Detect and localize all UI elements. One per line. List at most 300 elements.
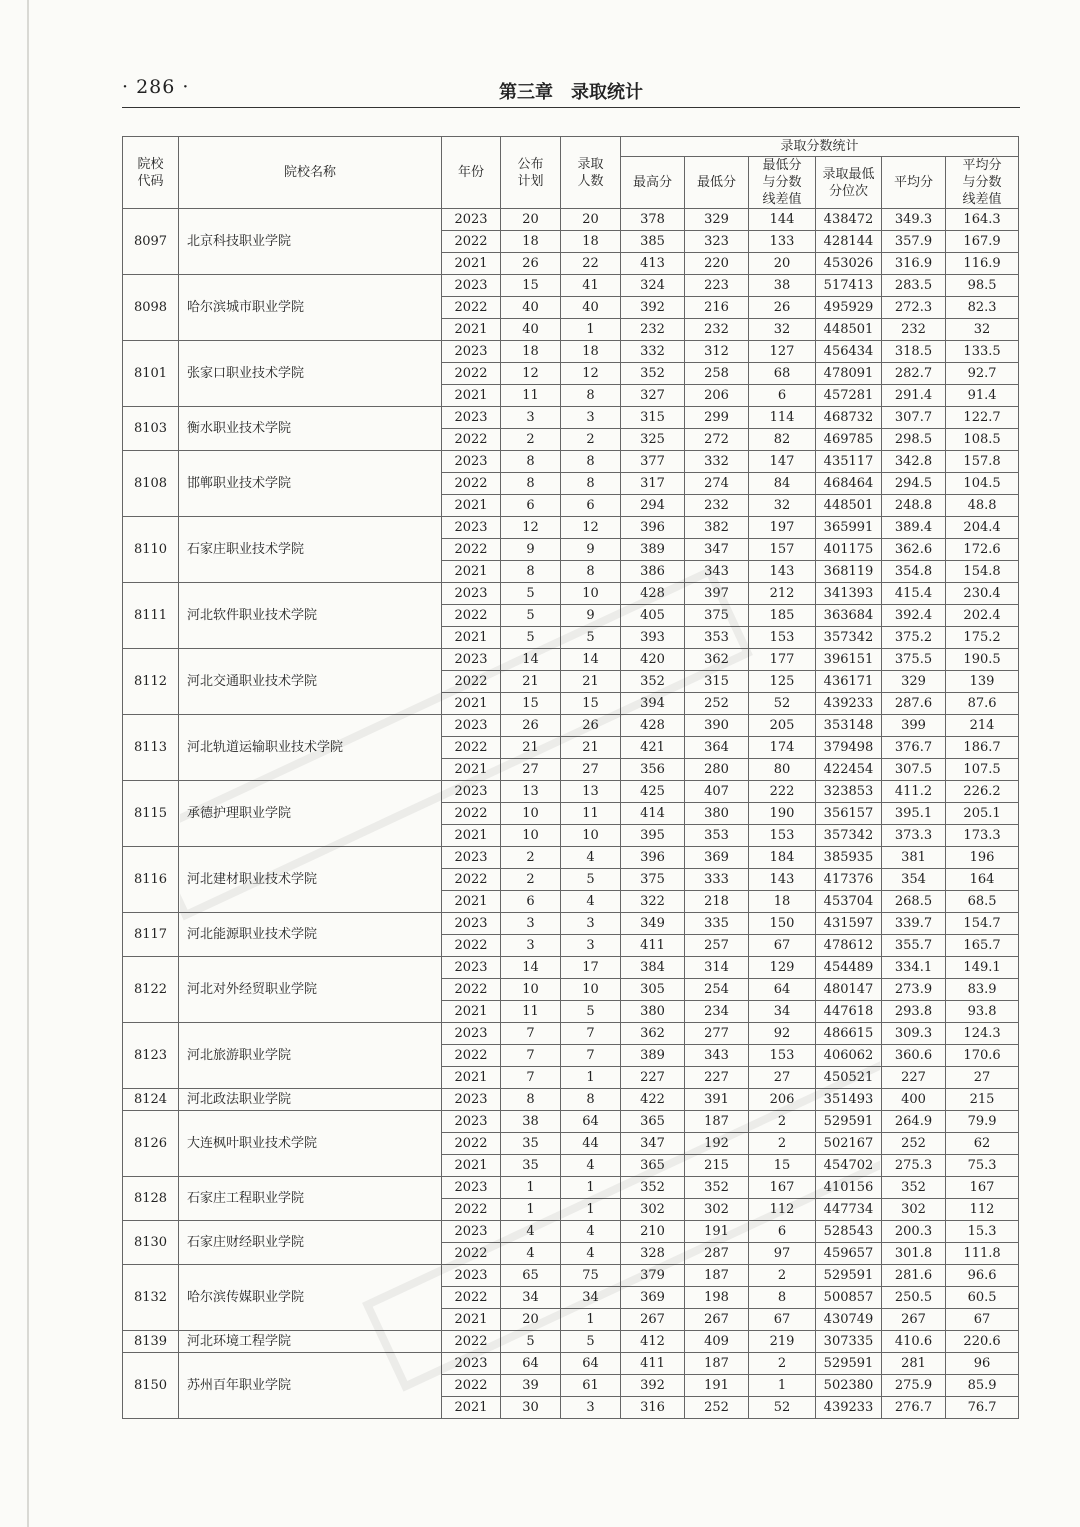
school-code: 8130 (123, 1221, 179, 1265)
cell-year: 2021 (442, 253, 501, 275)
cell-max-score: 369 (621, 1287, 685, 1309)
cell-avg-score: 309.3 (882, 1023, 946, 1045)
cell-max-score: 322 (621, 891, 685, 913)
cell-max-score: 385 (621, 231, 685, 253)
cell-admitted: 11 (561, 803, 621, 825)
cell-plan: 5 (501, 583, 561, 605)
table-row (123, 1023, 1019, 1045)
cell-max-score: 393 (621, 627, 685, 649)
cell-admitted: 4 (561, 1221, 621, 1243)
table-row (123, 275, 1019, 297)
table-row (123, 583, 1019, 605)
cell-min-score: 218 (685, 891, 749, 913)
cell-admitted: 22 (561, 253, 621, 275)
school-name: 河北旅游职业学院 (179, 1023, 442, 1089)
cell-max-score: 375 (621, 869, 685, 891)
cell-avg-score: 339.7 (882, 913, 946, 935)
cell-avg-score: 352 (882, 1177, 946, 1199)
cell-avg-score: 275.3 (882, 1155, 946, 1177)
cell-avg-diff: 76.7 (946, 1397, 1019, 1419)
cell-admitted: 5 (561, 1331, 621, 1353)
cell-year: 2023 (442, 1023, 501, 1045)
cell-avg-score: 307.5 (882, 759, 946, 781)
header-avg-diff: 平均分与分数线差值 (946, 157, 1019, 209)
table-row (123, 1177, 1019, 1199)
cell-min-score: 390 (685, 715, 749, 737)
cell-avg-diff: 107.5 (946, 759, 1019, 781)
cell-max-score: 267 (621, 1309, 685, 1331)
cell-min-score: 409 (685, 1331, 749, 1353)
cell-year: 2022 (442, 605, 501, 627)
cell-min-diff: 153 (749, 627, 816, 649)
cell-min-diff: 92 (749, 1023, 816, 1045)
cell-min-rank: 439233 (816, 693, 882, 715)
cell-max-score: 317 (621, 473, 685, 495)
cell-admitted: 26 (561, 715, 621, 737)
cell-admitted: 3 (561, 913, 621, 935)
school-name: 张家口职业技术学院 (179, 341, 442, 407)
cell-min-rank: 468464 (816, 473, 882, 495)
cell-max-score: 352 (621, 671, 685, 693)
cell-avg-diff: 204.4 (946, 517, 1019, 539)
cell-max-score: 316 (621, 1397, 685, 1419)
cell-avg-score: 355.7 (882, 935, 946, 957)
cell-avg-diff: 196 (946, 847, 1019, 869)
cell-plan: 7 (501, 1023, 561, 1045)
cell-min-diff: 1 (749, 1375, 816, 1397)
cell-avg-score: 375.5 (882, 649, 946, 671)
cell-avg-diff: 167 (946, 1177, 1019, 1199)
cell-year: 2021 (442, 1001, 501, 1023)
school-name: 河北轨道运输职业技术学院 (179, 715, 442, 781)
school-code: 8123 (123, 1023, 179, 1089)
cell-avg-diff: 32 (946, 319, 1019, 341)
cell-year: 2021 (442, 891, 501, 913)
cell-admitted: 27 (561, 759, 621, 781)
cell-avg-score: 268.5 (882, 891, 946, 913)
cell-min-diff: 68 (749, 363, 816, 385)
cell-avg-diff: 190.5 (946, 649, 1019, 671)
cell-min-diff: 205 (749, 715, 816, 737)
table-row (123, 1111, 1019, 1133)
page-header (122, 74, 1020, 108)
cell-avg-diff: 91.4 (946, 385, 1019, 407)
cell-year: 2023 (442, 847, 501, 869)
cell-min-diff: 143 (749, 561, 816, 583)
cell-year: 2022 (442, 1243, 501, 1265)
cell-plan: 34 (501, 1287, 561, 1309)
cell-plan: 12 (501, 517, 561, 539)
cell-max-score: 425 (621, 781, 685, 803)
cell-min-score: 280 (685, 759, 749, 781)
cell-min-diff: 153 (749, 1045, 816, 1067)
cell-min-score: 362 (685, 649, 749, 671)
cell-admitted: 4 (561, 1155, 621, 1177)
cell-avg-diff: 98.5 (946, 275, 1019, 297)
cell-max-score: 227 (621, 1067, 685, 1089)
cell-min-score: 287 (685, 1243, 749, 1265)
cell-min-score: 191 (685, 1221, 749, 1243)
cell-min-rank: 456434 (816, 341, 882, 363)
cell-avg-diff: 167.9 (946, 231, 1019, 253)
cell-avg-score: 316.9 (882, 253, 946, 275)
cell-min-score: 407 (685, 781, 749, 803)
cell-max-score: 332 (621, 341, 685, 363)
cell-admitted: 64 (561, 1111, 621, 1133)
cell-avg-diff: 215 (946, 1089, 1019, 1111)
cell-min-rank: 439233 (816, 1397, 882, 1419)
cell-min-score: 220 (685, 253, 749, 275)
cell-min-diff: 84 (749, 473, 816, 495)
cell-avg-diff: 214 (946, 715, 1019, 737)
cell-avg-score: 349.3 (882, 209, 946, 231)
cell-min-diff: 167 (749, 1177, 816, 1199)
cell-min-diff: 52 (749, 1397, 816, 1419)
cell-min-diff: 82 (749, 429, 816, 451)
cell-avg-diff: 164 (946, 869, 1019, 891)
cell-min-diff: 177 (749, 649, 816, 671)
cell-year: 2023 (442, 407, 501, 429)
cell-year: 2022 (442, 297, 501, 319)
cell-year: 2022 (442, 231, 501, 253)
school-code: 8101 (123, 341, 179, 407)
cell-avg-score: 410.6 (882, 1331, 946, 1353)
cell-admitted: 34 (561, 1287, 621, 1309)
header-year: 年份 (442, 137, 501, 209)
cell-admitted: 9 (561, 539, 621, 561)
cell-avg-diff: 175.2 (946, 627, 1019, 649)
cell-avg-diff: 116.9 (946, 253, 1019, 275)
cell-plan: 26 (501, 253, 561, 275)
cell-avg-score: 294.5 (882, 473, 946, 495)
cell-max-score: 362 (621, 1023, 685, 1045)
cell-min-rank: 438472 (816, 209, 882, 231)
school-name: 石家庄工程职业学院 (179, 1177, 442, 1221)
cell-min-score: 274 (685, 473, 749, 495)
cell-avg-score: 276.7 (882, 1397, 946, 1419)
header-min-diff: 最低分与分数线差值 (749, 157, 816, 209)
cell-plan: 35 (501, 1155, 561, 1177)
cell-admitted: 12 (561, 363, 621, 385)
cell-plan: 38 (501, 1111, 561, 1133)
cell-max-score: 392 (621, 297, 685, 319)
school-name: 哈尔滨传媒职业学院 (179, 1265, 442, 1331)
cell-plan: 65 (501, 1265, 561, 1287)
cell-plan: 1 (501, 1177, 561, 1199)
cell-min-rank: 529591 (816, 1265, 882, 1287)
cell-plan: 35 (501, 1133, 561, 1155)
cell-plan: 64 (501, 1353, 561, 1375)
cell-min-score: 187 (685, 1265, 749, 1287)
school-name: 北京科技职业学院 (179, 209, 442, 275)
cell-avg-score: 381 (882, 847, 946, 869)
cell-year: 2021 (442, 825, 501, 847)
cell-admitted: 8 (561, 473, 621, 495)
cell-avg-diff: 104.5 (946, 473, 1019, 495)
cell-min-diff: 2 (749, 1111, 816, 1133)
cell-admitted: 15 (561, 693, 621, 715)
cell-min-diff: 97 (749, 1243, 816, 1265)
cell-min-rank: 357342 (816, 825, 882, 847)
school-code: 8115 (123, 781, 179, 847)
cell-min-rank: 357342 (816, 627, 882, 649)
cell-min-score: 343 (685, 1045, 749, 1067)
cell-max-score: 365 (621, 1111, 685, 1133)
school-code: 8116 (123, 847, 179, 913)
cell-min-rank: 417376 (816, 869, 882, 891)
cell-avg-score: 252 (882, 1133, 946, 1155)
cell-avg-diff: 15.3 (946, 1221, 1019, 1243)
cell-plan: 6 (501, 495, 561, 517)
header-min-score: 最低分 (685, 157, 749, 209)
cell-admitted: 10 (561, 583, 621, 605)
cell-admitted: 1 (561, 1199, 621, 1221)
cell-plan: 21 (501, 737, 561, 759)
cell-avg-score: 357.9 (882, 231, 946, 253)
cell-admitted: 1 (561, 1309, 621, 1331)
cell-min-diff: 185 (749, 605, 816, 627)
cell-avg-diff: 67 (946, 1309, 1019, 1331)
cell-avg-diff: 202.4 (946, 605, 1019, 627)
cell-min-diff: 64 (749, 979, 816, 1001)
cell-max-score: 411 (621, 935, 685, 957)
cell-min-rank: 450521 (816, 1067, 882, 1089)
cell-plan: 11 (501, 1001, 561, 1023)
cell-min-score: 312 (685, 341, 749, 363)
school-name: 河北软件职业技术学院 (179, 583, 442, 649)
cell-min-diff: 112 (749, 1199, 816, 1221)
cell-min-diff: 219 (749, 1331, 816, 1353)
cell-min-diff: 143 (749, 869, 816, 891)
cell-avg-score: 362.6 (882, 539, 946, 561)
cell-plan: 9 (501, 539, 561, 561)
cell-admitted: 6 (561, 495, 621, 517)
cell-avg-diff: 122.7 (946, 407, 1019, 429)
cell-min-diff: 2 (749, 1353, 816, 1375)
cell-year: 2021 (442, 627, 501, 649)
cell-min-diff: 27 (749, 1067, 816, 1089)
cell-min-diff: 15 (749, 1155, 816, 1177)
cell-min-rank: 517413 (816, 275, 882, 297)
cell-year: 2022 (442, 671, 501, 693)
header-rule (122, 107, 1020, 108)
cell-avg-score: 282.7 (882, 363, 946, 385)
cell-max-score: 352 (621, 1177, 685, 1199)
school-code: 8117 (123, 913, 179, 957)
cell-plan: 14 (501, 957, 561, 979)
cell-min-rank: 323853 (816, 781, 882, 803)
school-code: 8122 (123, 957, 179, 1023)
cell-year: 2023 (442, 1111, 501, 1133)
cell-admitted: 18 (561, 341, 621, 363)
cell-admitted: 5 (561, 869, 621, 891)
cell-max-score: 315 (621, 407, 685, 429)
header-min-rank: 录取最低分位次 (816, 157, 882, 209)
cell-avg-score: 307.7 (882, 407, 946, 429)
cell-min-score: 187 (685, 1353, 749, 1375)
cell-min-score: 382 (685, 517, 749, 539)
cell-min-rank: 401175 (816, 539, 882, 561)
cell-min-diff: 153 (749, 825, 816, 847)
cell-year: 2022 (442, 935, 501, 957)
cell-min-rank: 528543 (816, 1221, 882, 1243)
cell-plan: 39 (501, 1375, 561, 1397)
cell-min-rank: 486615 (816, 1023, 882, 1045)
cell-min-diff: 174 (749, 737, 816, 759)
cell-min-rank: 454702 (816, 1155, 882, 1177)
cell-avg-diff: 83.9 (946, 979, 1019, 1001)
cell-min-diff: 184 (749, 847, 816, 869)
cell-min-rank: 436171 (816, 671, 882, 693)
cell-year: 2022 (442, 1287, 501, 1309)
cell-avg-score: 342.8 (882, 451, 946, 473)
cell-avg-diff: 75.3 (946, 1155, 1019, 1177)
cell-admitted: 61 (561, 1375, 621, 1397)
cell-min-rank: 447734 (816, 1199, 882, 1221)
cell-admitted: 1 (561, 319, 621, 341)
cell-max-score: 347 (621, 1133, 685, 1155)
cell-max-score: 305 (621, 979, 685, 1001)
cell-avg-score: 273.9 (882, 979, 946, 1001)
school-name: 衡水职业技术学院 (179, 407, 442, 451)
cell-min-score: 198 (685, 1287, 749, 1309)
cell-min-diff: 2 (749, 1133, 816, 1155)
cell-year: 2021 (442, 759, 501, 781)
cell-max-score: 378 (621, 209, 685, 231)
cell-min-score: 333 (685, 869, 749, 891)
cell-plan: 20 (501, 209, 561, 231)
cell-avg-diff: 62 (946, 1133, 1019, 1155)
cell-max-score: 421 (621, 737, 685, 759)
cell-min-rank: 422454 (816, 759, 882, 781)
cell-min-score: 397 (685, 583, 749, 605)
cell-min-score: 232 (685, 495, 749, 517)
cell-min-diff: 129 (749, 957, 816, 979)
cell-min-score: 364 (685, 737, 749, 759)
cell-max-score: 394 (621, 693, 685, 715)
cell-plan: 18 (501, 231, 561, 253)
cell-min-rank: 454489 (816, 957, 882, 979)
cell-plan: 8 (501, 473, 561, 495)
cell-plan: 18 (501, 341, 561, 363)
cell-avg-score: 291.4 (882, 385, 946, 407)
cell-min-rank: 495929 (816, 297, 882, 319)
cell-year: 2023 (442, 1089, 501, 1111)
cell-avg-diff: 173.3 (946, 825, 1019, 847)
cell-min-diff: 26 (749, 297, 816, 319)
cell-avg-score: 329 (882, 671, 946, 693)
cell-year: 2022 (442, 539, 501, 561)
cell-min-rank: 435117 (816, 451, 882, 473)
school-code: 8108 (123, 451, 179, 517)
cell-max-score: 384 (621, 957, 685, 979)
cell-avg-diff: 149.1 (946, 957, 1019, 979)
cell-plan: 40 (501, 297, 561, 319)
cell-avg-score: 411.2 (882, 781, 946, 803)
cell-avg-diff: 92.7 (946, 363, 1019, 385)
cell-avg-diff: 139 (946, 671, 1019, 693)
cell-min-rank: 453026 (816, 253, 882, 275)
cell-admitted: 3 (561, 935, 621, 957)
cell-avg-score: 275.9 (882, 1375, 946, 1397)
cell-min-diff: 144 (749, 209, 816, 231)
cell-avg-score: 281 (882, 1353, 946, 1375)
cell-max-score: 413 (621, 253, 685, 275)
cell-min-diff: 2 (749, 1265, 816, 1287)
cell-admitted: 10 (561, 825, 621, 847)
header-max-score: 最高分 (621, 157, 685, 209)
cell-min-score: 391 (685, 1089, 749, 1111)
cell-year: 2021 (442, 1155, 501, 1177)
cell-min-rank: 353148 (816, 715, 882, 737)
cell-min-rank: 529591 (816, 1111, 882, 1133)
cell-avg-score: 392.4 (882, 605, 946, 627)
cell-admitted: 13 (561, 781, 621, 803)
cell-min-score: 323 (685, 231, 749, 253)
cell-plan: 6 (501, 891, 561, 913)
table-row (123, 649, 1019, 671)
cell-min-diff: 67 (749, 1309, 816, 1331)
cell-avg-diff: 112 (946, 1199, 1019, 1221)
cell-min-score: 302 (685, 1199, 749, 1221)
cell-avg-score: 281.6 (882, 1265, 946, 1287)
cell-plan: 3 (501, 407, 561, 429)
cell-avg-score: 375.2 (882, 627, 946, 649)
cell-min-rank: 430749 (816, 1309, 882, 1331)
cell-min-rank: 368119 (816, 561, 882, 583)
cell-min-diff: 18 (749, 891, 816, 913)
school-code: 8132 (123, 1265, 179, 1331)
school-name: 河北政法职业学院 (179, 1089, 442, 1111)
cell-year: 2021 (442, 495, 501, 517)
cell-min-rank: 469785 (816, 429, 882, 451)
cell-min-score: 332 (685, 451, 749, 473)
cell-min-rank: 529591 (816, 1353, 882, 1375)
school-name: 大连枫叶职业技术学院 (179, 1111, 442, 1177)
cell-min-score: 216 (685, 297, 749, 319)
cell-avg-score: 354 (882, 869, 946, 891)
cell-avg-diff: 96 (946, 1353, 1019, 1375)
cell-year: 2023 (442, 715, 501, 737)
cell-year: 2022 (442, 1199, 501, 1221)
cell-min-diff: 80 (749, 759, 816, 781)
school-name: 河北环境工程学院 (179, 1331, 442, 1353)
cell-min-score: 352 (685, 1177, 749, 1199)
cell-min-rank: 468732 (816, 407, 882, 429)
cell-avg-diff: 170.6 (946, 1045, 1019, 1067)
cell-max-score: 405 (621, 605, 685, 627)
cell-min-score: 215 (685, 1155, 749, 1177)
cell-admitted: 5 (561, 1001, 621, 1023)
cell-avg-score: 301.8 (882, 1243, 946, 1265)
school-code: 8126 (123, 1111, 179, 1177)
cell-max-score: 389 (621, 1045, 685, 1067)
cell-max-score: 396 (621, 847, 685, 869)
cell-year: 2022 (442, 1331, 501, 1353)
cell-min-rank: 478612 (816, 935, 882, 957)
cell-max-score: 420 (621, 649, 685, 671)
cell-plan: 10 (501, 803, 561, 825)
cell-admitted: 40 (561, 297, 621, 319)
cell-year: 2022 (442, 473, 501, 495)
cell-min-score: 223 (685, 275, 749, 297)
cell-admitted: 14 (561, 649, 621, 671)
cell-admitted: 21 (561, 671, 621, 693)
cell-avg-diff: 79.9 (946, 1111, 1019, 1133)
cell-min-rank: 307335 (816, 1331, 882, 1353)
school-name: 河北交通职业技术学院 (179, 649, 442, 715)
cell-min-diff: 222 (749, 781, 816, 803)
